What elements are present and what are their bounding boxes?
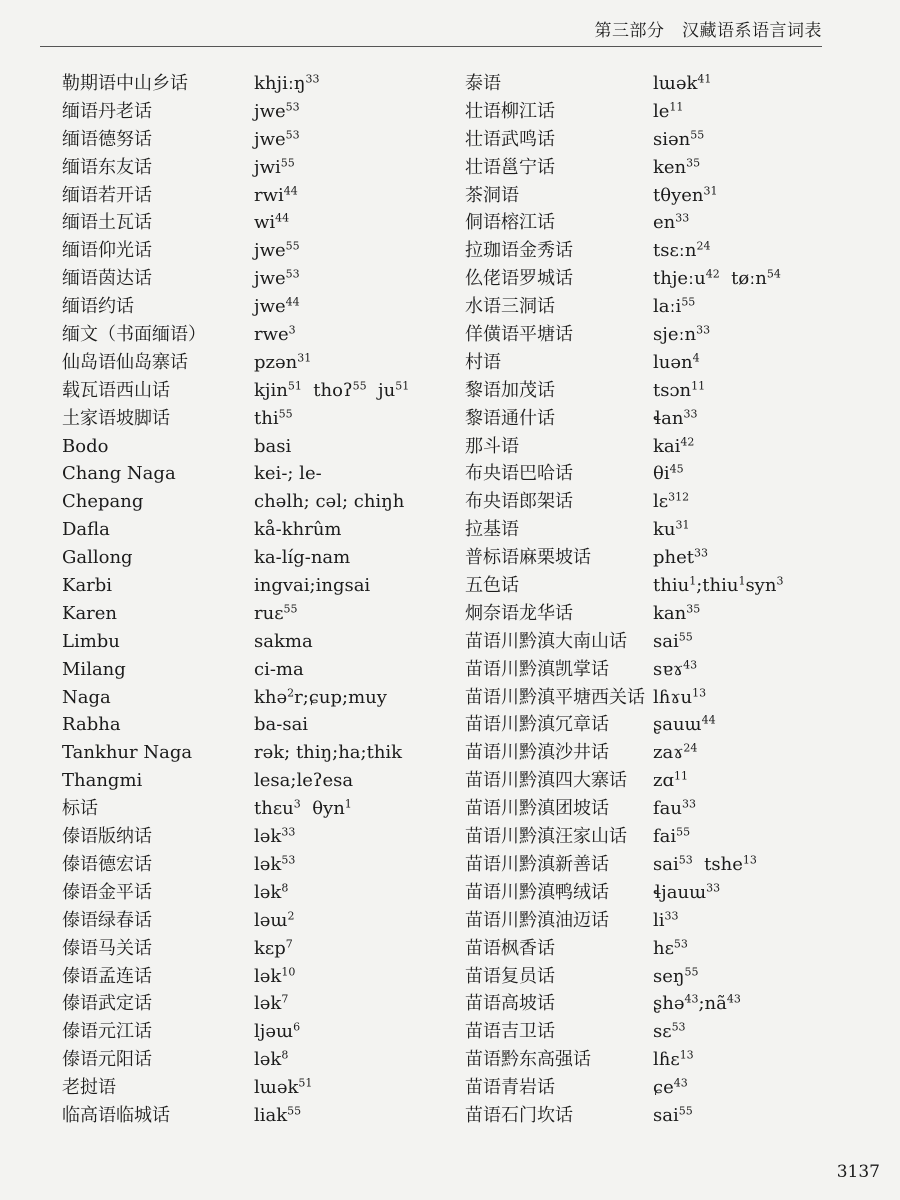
language-name: 仫佬语罗城话 [465, 268, 573, 290]
word-form: thɛu$^3$ θyn$^1$ [254, 797, 352, 820]
language-name: 标话 [62, 798, 98, 820]
word-entry [62, 126, 442, 154]
word-entry [465, 460, 865, 488]
language-name: 拉珈语金秀话 [465, 240, 573, 262]
language-name: 缅语东友话 [62, 156, 152, 178]
word-form: lək$^{33}$ [254, 825, 296, 848]
word-form: pzən$^{31}$ [254, 351, 312, 373]
language-name: 傣语元阳话 [62, 1049, 152, 1071]
word-entry [62, 628, 442, 656]
language-name: 苗语川黔滇平塘西关话 [465, 686, 645, 708]
word-form: kå-khrûm [254, 519, 342, 541]
word-entry [62, 879, 442, 907]
language-name: 泰语 [465, 73, 501, 94]
language-name: 布央语郎架话 [465, 491, 573, 513]
word-form: luən$^4$ [653, 351, 700, 373]
word-entry [465, 656, 865, 684]
language-name: 壮语柳江话 [465, 100, 555, 122]
word-form: phet$^{33}$ [653, 546, 709, 569]
word-entry [62, 293, 442, 321]
language-name: Chang Naga [62, 463, 176, 485]
word-entry [62, 823, 442, 851]
word-entry [62, 237, 442, 265]
language-name: 缅语土瓦话 [62, 212, 152, 234]
word-form: $ʂhə^{43};nã^{43}$ [653, 992, 741, 1015]
word-entry [62, 990, 442, 1018]
word-entry [62, 460, 442, 488]
word-form: zaɤ$^{24}$ [653, 741, 698, 764]
language-name: 苗语川黔滇油迈话 [465, 909, 609, 931]
word-form: jwe$^{53}$ [254, 128, 300, 150]
word-form: jwe$^{44}$ [254, 295, 300, 318]
language-name: 勒期语中山乡话 [62, 73, 188, 94]
language-name: 傣语马关话 [62, 937, 152, 959]
word-form: kei-; le- [254, 463, 322, 485]
word-form: ljəɯ$^6$ [254, 1020, 301, 1043]
word-form: rək; thiŋ;ha;thik [254, 742, 403, 764]
word-entry [465, 544, 865, 572]
word-entry [465, 433, 865, 461]
word-entry [465, 963, 865, 991]
word-form: ba-sai [254, 714, 309, 736]
word-form: tsɛːn$^{24}$ [653, 239, 711, 262]
word-entry [465, 182, 865, 210]
language-name: 炯奈语龙华话 [465, 602, 573, 624]
word-form: khə$^2$r;ɕup;muy [254, 686, 387, 708]
word-entry [62, 907, 442, 935]
language-name: 缅语德努话 [62, 128, 152, 150]
language-name: 黎语加茂话 [465, 379, 555, 401]
word-form: tθyen$^{31}$ [653, 183, 718, 206]
language-name: 傣语绿春话 [62, 909, 152, 931]
word-entry [62, 209, 442, 237]
word-entry [465, 1046, 865, 1074]
language-name: 缅语约话 [62, 296, 134, 318]
word-entry [465, 739, 865, 767]
word-form: $li^{33}$ [653, 909, 679, 931]
word-entry [62, 488, 442, 516]
language-name: Karbi [62, 575, 113, 597]
word-form: lɦɤu$^{13}$ [653, 686, 707, 708]
language-name: Gallong [62, 547, 133, 569]
word-entry [62, 935, 442, 963]
word-entry [62, 684, 442, 712]
word-form: ci-ma [254, 658, 304, 680]
language-name: Karen [62, 602, 118, 624]
word-entry [465, 990, 865, 1018]
word-entry [465, 935, 865, 963]
word-form: fai$^{55}$ [653, 825, 691, 848]
word-entry [62, 265, 442, 293]
language-name: 苗语川黔滇新善话 [465, 853, 609, 875]
language-name: Milang [62, 658, 126, 680]
word-form: rwi$^{44}$ [254, 183, 298, 206]
page-number: 3137 [836, 1162, 880, 1182]
language-name: 壮语武鸣话 [465, 128, 555, 150]
word-form: $le^{11}$ [653, 100, 684, 122]
word-form: laːi$^{55}$ [653, 295, 696, 318]
language-name: 傣语元江话 [62, 1021, 152, 1043]
word-entry [465, 795, 865, 823]
language-name: Thangmi [62, 770, 143, 792]
word-form: kjin$^{51}$ thoʔ$^{55}$ $ju^{51}$ [254, 379, 410, 401]
word-form: basi [254, 435, 292, 457]
word-form: jwe$^{55}$ [254, 239, 300, 262]
word-form: tsɔn$^{11}$ [653, 379, 706, 401]
language-name: 佯僙语平塘话 [465, 324, 573, 346]
word-entry [465, 767, 865, 795]
left-word-column [62, 70, 442, 1130]
language-name: 那斗语 [465, 435, 519, 457]
word-entry [62, 182, 442, 210]
word-form: sɐɤ$^{43}$ [653, 658, 698, 680]
word-form: lək$^{53}$ [254, 853, 296, 875]
word-form: lɦɛ$^{13}$ [653, 1048, 694, 1071]
word-form: lək$^8$ [254, 1048, 289, 1071]
word-form: jwi$^{55}$ [254, 156, 295, 178]
word-entry [62, 349, 442, 377]
language-name: 缅语茵达话 [62, 268, 152, 290]
header-title: 第三部分 汉藏语系语言词表 [594, 21, 822, 41]
word-entry [465, 879, 865, 907]
word-form: lɯək$^{41}$ [653, 72, 712, 94]
word-entry [62, 572, 442, 600]
word-entry [62, 851, 442, 879]
language-name: 布央语巴哈话 [465, 463, 573, 485]
word-entry [62, 600, 442, 628]
word-form: kai$^{42}$ [653, 434, 695, 457]
word-entry [62, 1074, 442, 1102]
right-word-column [465, 70, 865, 1130]
language-name: 傣语金平话 [62, 881, 152, 903]
running-header [40, 14, 822, 47]
word-entry [62, 739, 442, 767]
word-entry [62, 1102, 442, 1130]
language-name: 缅文（书面缅语） [62, 324, 206, 346]
language-name: 黎语通什话 [465, 407, 555, 429]
language-name: 苗语枫香话 [465, 937, 555, 959]
word-form: sakma [254, 630, 313, 652]
language-name: 苗语川黔滇鸭绒话 [465, 881, 609, 903]
word-form: thjeːu$^{42}$ tøːn$^{54}$ [653, 267, 781, 290]
language-name: Bodo [62, 435, 109, 457]
word-form: thi$^{55}$ [254, 407, 293, 429]
word-entry [62, 405, 442, 433]
word-form: ɕe$^{43}$ [653, 1076, 688, 1099]
word-form: jwe$^{53}$ [254, 100, 300, 122]
word-entry [465, 237, 865, 265]
word-entry [62, 767, 442, 795]
word-entry [465, 265, 865, 293]
language-name: Naga [62, 686, 111, 708]
word-entry [465, 711, 865, 739]
word-form: $\theta i^{45}$ [653, 462, 684, 485]
word-entry [465, 377, 865, 405]
word-entry [465, 209, 865, 237]
word-form: ʂauɯ$^{44}$ [653, 713, 716, 736]
word-entry [465, 405, 865, 433]
language-name: 五色话 [465, 575, 519, 597]
language-name: 傣语武定话 [62, 993, 152, 1015]
word-entry [62, 516, 442, 544]
word-form: seŋ$^{55}$ [653, 964, 699, 987]
word-entry [62, 1046, 442, 1074]
word-entry [465, 628, 865, 656]
word-form: zɑ$^{11}$ [653, 769, 689, 792]
language-name: 苗语高坡话 [465, 993, 555, 1015]
word-entry [465, 907, 865, 935]
word-entry [465, 516, 865, 544]
word-entry [465, 488, 865, 516]
word-entry [62, 795, 442, 823]
language-name: Rabha [62, 714, 121, 736]
language-name: 苗语吉卫话 [465, 1021, 555, 1043]
word-form: chəlh; cəl; chiŋh [254, 491, 405, 513]
language-name: 壮语邕宁话 [465, 156, 555, 178]
word-form: ka-líg-nam [254, 547, 351, 569]
word-form: sɛ$^{53}$ [653, 1020, 686, 1043]
word-form: kɛp$^7$ [254, 937, 293, 959]
word-form: thiu$^1$;thiu$^1$syn$^3$ [653, 574, 784, 597]
word-form: jwe$^{53}$ [254, 267, 300, 290]
word-entry [62, 544, 442, 572]
word-entry [465, 600, 865, 628]
word-form: lək$^8$ [254, 881, 289, 903]
word-form: sjeːn$^{33}$ [653, 323, 711, 346]
language-name: 茶洞语 [465, 184, 519, 206]
word-entry [62, 963, 442, 991]
language-name: 苗语青岩话 [465, 1077, 555, 1099]
word-entry [465, 823, 865, 851]
language-name: 老挝语 [62, 1077, 116, 1099]
word-form: ləɯ$^2$ [254, 909, 295, 931]
language-name: 苗语川黔滇汪家山话 [465, 826, 627, 848]
language-name: 苗语川黔滇冗章话 [465, 714, 609, 736]
language-name: 侗语榕江话 [465, 212, 555, 234]
language-name: 苗语川黔滇大南山话 [465, 630, 627, 652]
language-name: 傣语版纳话 [62, 826, 152, 848]
word-entry [62, 321, 442, 349]
language-name: 土家语坡脚话 [62, 407, 170, 429]
language-name: 苗语川黔滇凯掌话 [465, 658, 609, 680]
word-entry [62, 1018, 442, 1046]
language-name: Dafla [62, 519, 110, 541]
word-form: ɬan$^{33}$ [653, 407, 698, 429]
language-name: 临高语临城话 [62, 1104, 170, 1126]
word-entry [62, 711, 442, 739]
word-entry [465, 851, 865, 879]
word-entry [465, 684, 865, 712]
word-entry [62, 433, 442, 461]
word-form: $en^{33}$ [653, 211, 690, 234]
word-form: ɬjauɯ$^{33}$ [653, 881, 721, 903]
word-form: fau$^{33}$ [653, 797, 696, 820]
word-form: ken$^{35}$ [653, 156, 701, 178]
word-entry [62, 154, 442, 182]
language-name: 苗语黔东高强话 [465, 1049, 591, 1071]
language-name: 苗语川黔滇团坡话 [465, 798, 609, 820]
word-entry [62, 656, 442, 684]
language-name: Tankhur Naga [62, 742, 193, 764]
word-form: $wi^{44}$ [254, 211, 290, 234]
word-entry [62, 377, 442, 405]
word-form: sai$^{53}$ tshe$^{13}$ [653, 853, 757, 875]
word-form: $ku^{31}$ [653, 518, 690, 541]
word-form: liak$^{55}$ [254, 1104, 302, 1126]
word-entry [465, 349, 865, 377]
language-name: Limbu [62, 630, 120, 652]
word-entry [465, 126, 865, 154]
language-name: 载瓦语西山话 [62, 379, 170, 401]
language-name: 拉基语 [465, 519, 519, 541]
word-form: lɛ$^{312}$ [653, 490, 690, 513]
language-name: 傣语孟连话 [62, 965, 152, 987]
word-form: lək$^{10}$ [254, 964, 296, 987]
word-entry [465, 1102, 865, 1130]
language-name: 苗语川黔滇沙井话 [465, 742, 609, 764]
word-entry [465, 293, 865, 321]
word-entry [62, 98, 442, 126]
language-name: 傣语德宏话 [62, 853, 152, 875]
word-entry [465, 154, 865, 182]
word-entry [465, 98, 865, 126]
language-name: 缅语丹老话 [62, 100, 152, 122]
word-entry [62, 70, 442, 98]
language-name: 苗语复员话 [465, 965, 555, 987]
word-entry [465, 1018, 865, 1046]
word-form: hɛ$^{53}$ [653, 937, 688, 959]
language-name: 缅语仰光话 [62, 240, 152, 262]
word-form: rwe$^3$ [254, 323, 296, 346]
word-form: ruɛ$^{55}$ [254, 602, 298, 624]
word-entry [465, 572, 865, 600]
word-entry [465, 1074, 865, 1102]
language-name: 水语三洞话 [465, 296, 555, 318]
language-name: Chepang [62, 491, 144, 513]
word-entry [465, 321, 865, 349]
word-form: lək$^7$ [254, 992, 289, 1015]
language-name: 苗语石门坎话 [465, 1104, 573, 1126]
word-form: kan$^{35}$ [653, 602, 701, 624]
language-name: 村语 [465, 351, 501, 373]
word-form: ingvai;ingsai [254, 575, 371, 597]
word-form: sai$^{55}$ [653, 1104, 693, 1126]
language-name: 缅语若开话 [62, 184, 152, 206]
word-form: sai$^{55}$ [653, 630, 693, 652]
language-name: 苗语川黔滇四大寨话 [465, 770, 627, 792]
language-name: 仙岛语仙岛寨话 [62, 351, 188, 373]
word-form: khjiːŋ$^{33}$ [254, 72, 320, 94]
word-form: siən$^{55}$ [653, 128, 705, 150]
word-form: lɯək$^{51}$ [254, 1076, 313, 1099]
word-form: lesa;leʔesa [254, 770, 354, 792]
word-entry [465, 70, 865, 98]
language-name: 普标语麻栗坡话 [465, 547, 591, 569]
